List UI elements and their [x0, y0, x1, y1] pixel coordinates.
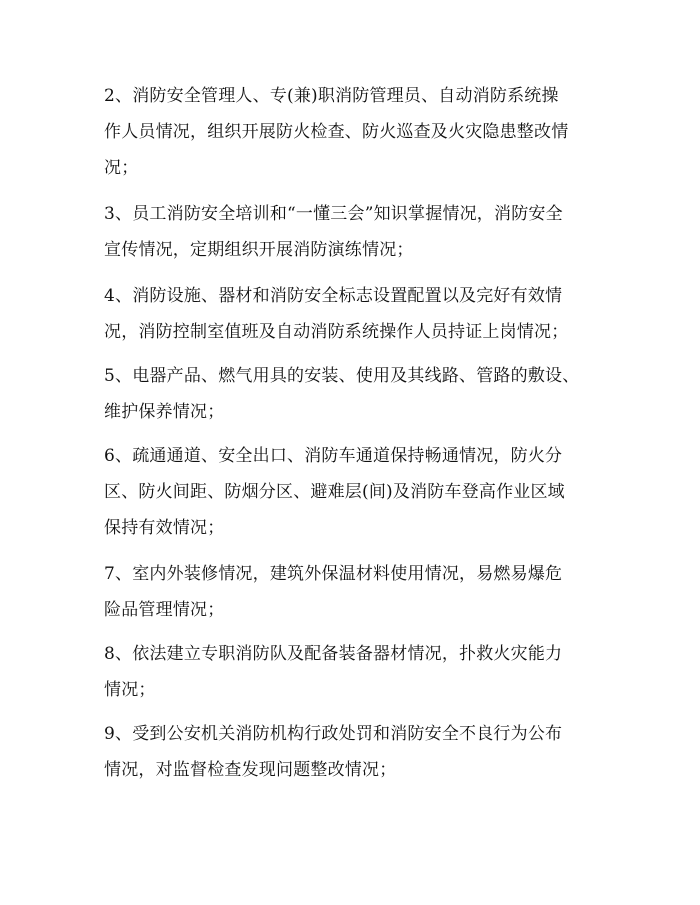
paragraph-item-5 [104, 358, 624, 430]
paragraph-line: 维护保养情况； [104, 402, 225, 422]
paragraph-item-2 [104, 78, 624, 186]
paragraph-line: 2、消防安全管理人、专(兼)职消防管理员、自动消防系统操 [104, 86, 559, 106]
paragraph-line: 6、疏通通道、安全出口、消防车通道保持畅通情况，防火分 [104, 446, 563, 466]
paragraph-line: 4、消防设施、器材和消防安全标志设置配置以及完好有效情 [104, 286, 563, 306]
paragraph-line: 作人员情况，组织开展防火检查、防火巡查及火灾隐患整改情 [104, 122, 569, 142]
paragraph-line: 险品管理情况； [104, 600, 225, 620]
paragraph-item-7 [104, 556, 624, 628]
paragraph-item-9 [104, 716, 624, 788]
paragraph-item-8 [104, 636, 624, 708]
paragraph-line: 9、受到公安机关消防机构行政处罚和消防安全不良行为公布 [104, 724, 563, 744]
paragraph-line: 5、电器产品、燃气用具的安装、使用及其线路、管路的敷设、 [104, 366, 580, 386]
paragraph-item-6 [104, 438, 624, 546]
paragraph-item-4 [104, 278, 624, 350]
paragraph-line: 3、员工消防安全培训和“一懂三会”知识掌握情况，消防安全 [104, 204, 563, 224]
paragraph-line: 区、防火间距、防烟分区、避难层(间)及消防车登高作业区域 [104, 482, 565, 502]
paragraph-line: 7、室内外装修情况，建筑外保温材料使用情况，易燃易爆危 [104, 564, 563, 584]
paragraph-line: 8、依法建立专职消防队及配备装备器材情况，扑救火灾能力 [104, 644, 563, 664]
paragraph-line: 况； [104, 158, 139, 178]
paragraph-line: 况，消防控制室值班及自动消防系统操作人员持证上岗情况； [104, 322, 569, 342]
paragraph-item-3 [104, 196, 624, 268]
paragraph-line: 情况，对监督检查发现问题整改情况； [104, 760, 397, 780]
paragraph-line: 保持有效情况； [104, 518, 225, 538]
paragraph-line: 情况； [104, 680, 156, 700]
paragraph-line: 宣传情况，定期组织开展消防演练情况； [104, 240, 414, 260]
